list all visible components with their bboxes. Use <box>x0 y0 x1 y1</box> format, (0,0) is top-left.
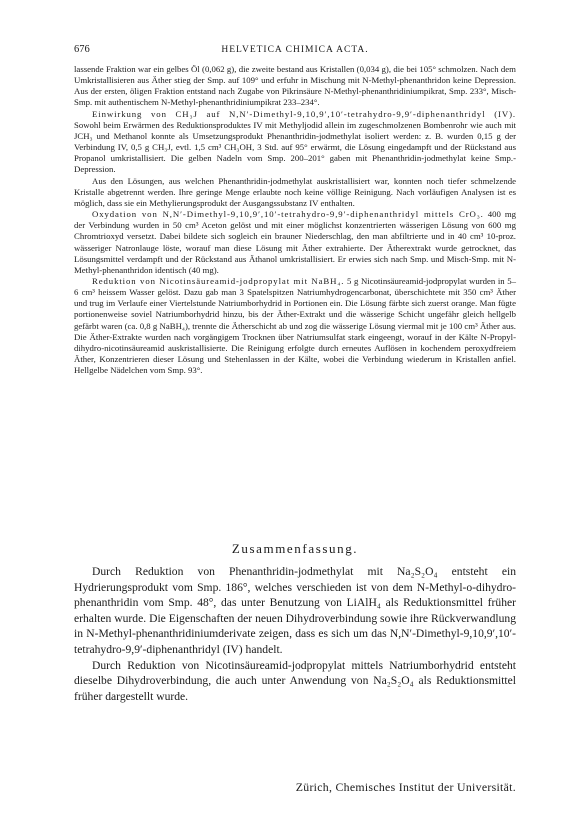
journal-title: HELVETICA CHIMICA ACTA. <box>221 45 369 55</box>
paragraph-oxidation <box>74 209 516 276</box>
heading-reduction-nabh4: Reduktion von Nicotinsäureamid-jodpropylat mit NaBH₄. <box>92 275 345 286</box>
text-methyl-iodide: Sowohl beim Erwärmen des Reduktionsproduktes IV mit Methyljodid allein im zugeschmolzenen Bombenrohr wie auch mit JCH₃ und Methanol konnte als Umsetzungsprodukt Phenanthridin-jodmethylat isoliert werden: z. B. wurden 0,15 g der Verbindung IV, 0,5 g CH₃J, evtl. 1,5 cm³ CH₃OH, 3 Std. auf 95° erwärmt, die Lösung eingedampft und der Rückstand aus Propanol umkristallisiert. Die gelben Nadeln vom Smp. 200–201° gaben mit Phenanthridin-jodmethylat keine Smp.-Depression. <box>74 119 516 175</box>
text-oxidation: 400 mg der Verbindung wurden in 50 cm³ Aceton gelöst und mit einer möglichst konzentrierten wässerigen Lösung von 600 mg Chromtrioxyd versetzt. Dabei bildete sich sogleich ein brauner Niederschlag, den man abfiltrierte und in 40 cm³ 10-proz. wässeriger Natronlauge löste, worauf man diese Lösung mit Äther extrahierte. Der Ätherextrakt wurde getrocknet, das Lösungsmittel verdampft und der Rückstand aus Äthanol umkristallisiert. Er erwies sich nach Smp. und Misch-Smp. mit N-Methyl-phenanthridon identisch (40 mg). <box>74 209 517 275</box>
paragraph-reduction-nabh4 <box>74 276 516 376</box>
paragraph-methyl-iodide <box>74 109 516 176</box>
paragraph-oil-fraction: lassende Fraktion war ein gelbes Öl (0,062 g), die zweite bestand aus Kristallen (0,034 g), die bei 105° schmolzen. Nach dem Umkristallisieren aus Äther stieg der Smp. auf 109° und erfuhr in Mischung mit N-Methyl-phenanthridon keine Depression. Aus der ersten, öligen Fraktion entstand nach Zugabe von Pikrinsäure N-Methyl-phenanthridiniumpikrat, Smp. 233°, Misch-Smp. mit authentischem N-Methyl-phenanthridiniumpikrat 233–234°. <box>74 64 516 108</box>
text-reduction-nabh4: 5 g Nicotinsäureamid-jodpropylat wurden in 5–6 cm³ heissem Wasser gelöst. Dazu gab man 3 Spatelspitzen Natriumhydrogencarbonat, überschichtete mit 350 cm³ Äther und trug im Verlaufe einer Viertelstunde Natriumborhydrid in Portionen ein. Die Lösung färbte sich zuerst orange. Man fügte portionenweise soviel Natriumborhydrid hinzu, bis der Äther-Extrakt und die wässerige Schicht ungefähr gleich hellgelb gefärbt waren (ca. 0,8 g NaBH₄), trennte die Ätherschicht ab und zog die wässerige Lösung viermal mit je 100 cm³ Äther aus. Die Äther-Extrakte wurden nach vorgängigem Trocknen über Natriumsulfat stark eingeengt, worauf in der Kälte N-Propyl-dihydro-nicotinsäureamid auskristallisierte. Die Reinigung erfolgte durch erneutes Auflösen in kochendem peroxydfreiem Äther, Konzentrieren dieser Lösung und Stehenlassen in der Kälte, wobei die Verbindung wiederum in Kristallen anfiel. Hellgelbe Nädelchen vom Smp. 93°. <box>74 275 516 376</box>
summary-paragraph-2: Durch Reduktion von Nicotinsäureamid-jodpropylat mittels Natriumborhydrid entsteht dieselbe Dihydroverbindung, die auch unter Anwendung von Na₂S₂O₄ als Reduktionsmittel früher dargestellt wurde. <box>74 658 516 703</box>
summary-title: Zusammenfassung. <box>231 541 359 556</box>
heading-oxidation: Oxydation von N,N′-Dimethyl-9,10,9′,10′-tetrahydro-9,9′-diphenanthridyl mittels CrO₃. <box>92 209 484 220</box>
running-head <box>74 43 516 57</box>
heading-methyl-iodide: Einwirkung von CH₃J auf N,N′-Dimethyl-9,10,9′,10′-tetrahydro-9,9′-diphenanthridyl (IV). <box>92 108 516 119</box>
summary-section <box>74 564 516 704</box>
experimental-section <box>74 64 516 376</box>
paragraph-residual-crystals: Aus den Lösungen, aus welchen Phenanthridin-jodmethylat auskristallisiert war, konnten noch tiefer schmelzende Kristalle abgetrennt werden. Ihre geringe Menge erlaubte noch keine völlige Reinigung. Nach vorläufigen Analysen ist es möglich, dass sie ein Methylierungsprodukt der Ausgangssubstanz IV enthalten. <box>74 175 516 208</box>
page-number: 676 <box>74 44 90 55</box>
summary-paragraph-1: Durch Reduktion von Phenanthridin-jodmethylat mit Na₂S₂O₄ entsteht ein Hydrierungsprodukt vom Smp. 186°, welches verschieden ist von dem N-Methyl-o-dihydro-phenanthridin vom Smp. 48°, das unter Benutzung von LiAlH₄ als Reduktionsmittel früher erhalten wurde. Die Eigenschaften der neuen Dihydroverbindung sowie ihre Rückverwandlung in N-Methyl-phenanthridiniumderivate zeigen, dass es sich um das N,N′-Dimethyl-9,10,9′,10′-tetrahydro-9,9′-diphenanthridyl (IV) handelt. <box>74 565 516 656</box>
institution-line: Zürich, Chemisches Institut der Universität. <box>295 780 516 794</box>
